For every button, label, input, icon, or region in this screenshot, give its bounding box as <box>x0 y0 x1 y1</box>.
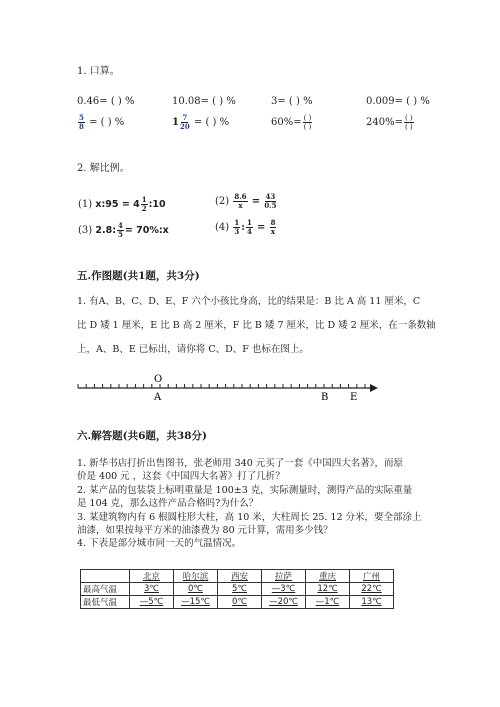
origin-label: O <box>154 374 163 385</box>
city-header: 广州 <box>350 570 394 583</box>
question-text: 2. 某产品的包装袋上标明重量是 100±3 克，实际测量时，测得产品的实际重量 <box>77 485 413 496</box>
fraction: $\frac{( )}{( )}$ <box>404 114 413 131</box>
question-text: 4. 下表是部分城市同一天的气温情况。 <box>77 538 242 549</box>
mental-math-item: 240%= $\frac{( )}{( )}$ <box>366 114 413 131</box>
city-header: 北京 <box>130 570 174 583</box>
proportion-item: (3) 2.8: $\frac{4}{5}$ = 70%:x <box>78 221 169 239</box>
question-text: 是 104 克，那么这件产品合格吗?为什么？ <box>77 498 259 509</box>
mental-math-item: 0.46= ( ) % <box>77 96 135 107</box>
mental-math-item: 10.08= ( ) % <box>172 96 236 107</box>
question-text: 价是 400 元 ，这套《中国四大名著》打了几折？ <box>77 471 285 482</box>
table-cell: 0℃ <box>174 583 218 596</box>
fraction: $\frac{1}{4}$ <box>246 218 252 236</box>
fraction: $\frac{8.6}{x}$ <box>234 192 247 210</box>
problem-text: 比 D 矮 1 厘米，E 比 B 高 2 厘米，F 比 B 矮 7 厘米，比 D 矮 2 厘米，在一条数轴 <box>77 320 436 331</box>
table-row <box>81 596 394 609</box>
city-header: 拉萨 <box>262 570 306 583</box>
row-label: 最低气温 <box>81 596 130 609</box>
city-header: 西安 <box>218 570 262 583</box>
section6-heading: 六.解答题(共6题，共38分) <box>77 430 208 442</box>
fraction: $\frac{1}{3}$ <box>234 218 240 236</box>
row-label: 最高气温 <box>81 583 130 596</box>
proportion-item: (2) $\frac{8.6}{x}$ = $\frac{43}{0.5}$ <box>215 192 277 210</box>
table-cell: 13℃ <box>350 596 394 609</box>
section2-title: 2. 解比例。 <box>77 163 130 174</box>
mental-math-item: $\frac{5}{8}$ = ( ) % <box>79 113 125 131</box>
problem-text: 上，A、B、E 已标出，请你将 C、D、F 也标在图上。 <box>77 344 309 355</box>
point-b-label: B <box>321 392 329 403</box>
question-text: 1. 新华书店打折出售图书，张老师用 340 元买了一套《中国四大名著》，而原 <box>77 458 404 469</box>
fraction: $\frac{4}{5}$ <box>118 221 123 239</box>
question-text: 3. 某建筑物内有 6 根圆柱形大柱，高 10 米，大柱周长 25. 12 分米，要全部涂上 <box>77 512 422 523</box>
city-header: 重庆 <box>306 570 350 583</box>
number-line <box>70 370 380 405</box>
table-cell: —1℃ <box>306 596 350 609</box>
table-cell: —20℃ <box>262 596 306 609</box>
table-row <box>81 583 394 596</box>
section1-title: 1. 口算。 <box>77 66 120 77</box>
proportion-item: (1) x:95 = 4 $\frac{1}{2}$ :10 <box>78 195 166 213</box>
fraction: $\frac{5}{8}$ <box>79 113 84 131</box>
city-header: 哈尔滨 <box>174 570 218 583</box>
table-cell: 3℃ <box>130 583 174 596</box>
mental-math-item: 0.009= ( ) % <box>366 96 430 107</box>
section5-heading: 五.作图题(共1题，共3分) <box>77 270 200 282</box>
fraction: $\frac{7}{20}$ <box>179 113 190 131</box>
problem-text: 1. 有A、B、C、D、E、F 六个小孩比身高，比的结果是：B 比 A 高 11 厘米，C <box>77 296 421 307</box>
table-cell: —5℃ <box>130 596 174 609</box>
table-header-row <box>81 570 394 583</box>
question-text: 油漆，如果按每平方米的油漆费为 80 元计算，需用多少钱？ <box>77 525 333 536</box>
mental-math-item: 3= ( ) % <box>271 96 313 107</box>
table-cell: —15℃ <box>174 596 218 609</box>
table-cell: 5℃ <box>218 583 262 596</box>
table-cell: 12℃ <box>306 583 350 596</box>
mental-math-item: 60%= $\frac{( )}{( )}$ <box>271 114 312 131</box>
point-e-label: E <box>350 392 358 403</box>
number-line-ticks <box>78 384 365 388</box>
table-cell: 22℃ <box>350 583 394 596</box>
table-cell: 0℃ <box>218 596 262 609</box>
fraction: $\frac{( )}{( )}$ <box>303 114 312 131</box>
temperature-table <box>80 569 394 609</box>
fraction: $\frac{43}{0.5}$ <box>264 192 277 210</box>
mental-math-item: 1 $\frac{7}{20}$ = ( ) % <box>172 113 230 131</box>
fraction: $\frac{8}{x}$ <box>270 218 276 236</box>
point-a-label: A <box>154 392 162 403</box>
arrow-head-icon <box>370 384 378 392</box>
fraction: $\frac{1}{2}$ <box>141 195 147 213</box>
proportion-item: (4) $\frac{1}{3}$ : $\frac{1}{4}$ = $\frac{8}{x}$ <box>215 218 276 236</box>
table-cell: —3℃ <box>262 583 306 596</box>
